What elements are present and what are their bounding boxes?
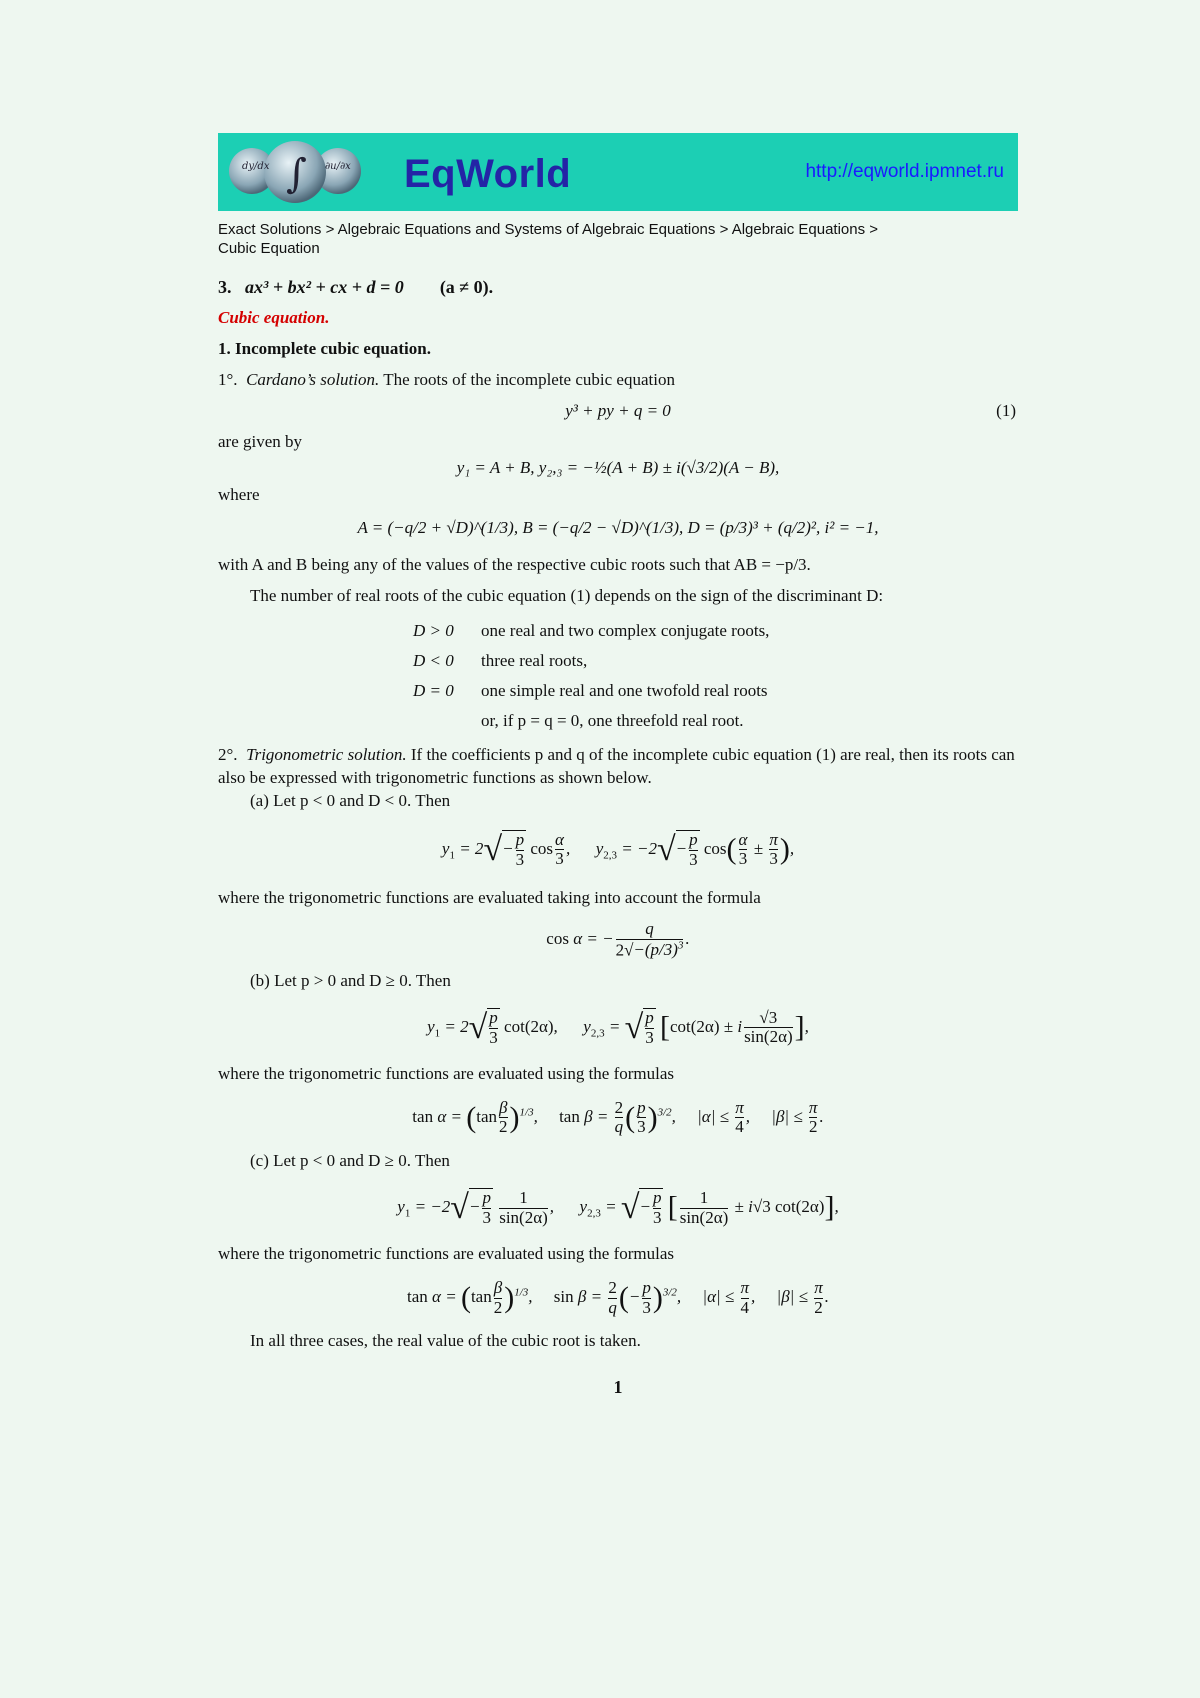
equation-condition: (a ≠ 0). — [439, 276, 494, 297]
case-c-tan-formula: tan α = (tan $\frac{\beta}{2}$ )$^{1/3}$, sin β = $\frac{2}{q}$ (− $\frac{p}{3}$ )$^{3/2}$, |α| ≤ $\frac{\pi}{4}$ , |β| ≤ $\frac{\pi}{2}$ . — [407, 1277, 829, 1317]
eqworld-banner — [218, 133, 1018, 211]
document-page — [218, 133, 1018, 1400]
breadcrumb-separator: > — [719, 221, 729, 238]
cardano-paragraph — [218, 369, 1018, 392]
breadcrumb — [218, 221, 1018, 259]
trig-paragraph — [218, 744, 1018, 790]
breadcrumb-algebraic-systems[interactable]: Algebraic Equations and Systems of Algebraic Equations — [337, 221, 716, 238]
equation-number: 3. — [218, 276, 232, 297]
case-text: three real roots, — [481, 650, 588, 670]
case-condition: D < 0 — [413, 650, 454, 670]
case-row — [413, 616, 1018, 646]
given-by-text: are given by — [218, 431, 303, 451]
final-paragraph: In all three cases, the real value of the cubic root is taken. — [250, 1331, 641, 1351]
breadcrumb-separator: > — [869, 221, 879, 238]
equation-1-number: (1) — [996, 400, 1016, 420]
case-b-eval-text: where the trigonometric functions are evaluated using the formulas — [218, 1063, 675, 1083]
page-number: 1 — [613, 1377, 623, 1398]
with-paragraph: with A and B being any of the values of the respective cubic roots such that AB = −p/3. — [218, 555, 811, 575]
breadcrumb-exact-solutions[interactable]: Exact Solutions — [218, 221, 322, 238]
case-condition: D > 0 — [413, 620, 454, 640]
globe-label-left: dy/dx — [242, 161, 270, 172]
site-url-link[interactable]: http://eqworld.ipmnet.ru — [805, 161, 1004, 182]
breadcrumb-algebraic-equations[interactable]: Algebraic Equations — [731, 221, 866, 238]
subsection-heading: 1. Incomplete cubic equation. — [218, 338, 431, 358]
case-a-eval-text: where the trigonometric functions are evaluated taking into account the formula — [218, 887, 761, 907]
case-row — [413, 706, 1018, 736]
breadcrumb-cubic-equation[interactable]: Cubic Equation — [218, 239, 320, 257]
case-c-formula: $y_1 = -2√-$ $\frac{p}{3}$ $\frac{1}{\sin(2\alpha)}$ , $y_{2,3}$ = √− $\frac{p}{3}$ [ $\frac{1}{\sin(2\alpha)}$ ± i√3 cot(2α)], — [397, 1187, 839, 1227]
section-title: Cubic equation. — [218, 307, 330, 327]
case-c-text: (c) Let p < 0 and D ≥ 0. Then — [250, 1151, 450, 1171]
globes-logo-icon — [228, 137, 363, 207]
case-c-eval-text: where the trigonometric functions are evaluated using the formulas — [218, 1243, 675, 1263]
discriminant-cases — [413, 616, 1018, 736]
roots-formula-text: y₁ = A + B, y₂,₃ = −½(A + B) ± i(√3/2)(A − B), — [456, 458, 780, 478]
item-label: 1°. — [218, 369, 238, 389]
item-text: If the coefficients p and q of the incomplete cubic equation (1) are real, then its roots can also be expressed with trigonometric functions as shown below. — [218, 745, 1015, 788]
equation-formula: ax³ + bx² + cx + d = 0 — [245, 276, 404, 297]
case-text: or, if p = q = 0, one threefold real root. — [481, 710, 744, 730]
item-name: Trigonometric solution. — [246, 745, 407, 765]
equation-heading — [218, 275, 1018, 299]
item-label: 2°. — [218, 745, 238, 765]
definitions-formula — [218, 517, 1018, 540]
item-name: Cardano’s solution. — [246, 369, 380, 389]
item-text: The roots of the incomplete cubic equation — [383, 369, 675, 389]
case-a-text: (a) Let p < 0 and D < 0. Then — [250, 791, 451, 811]
case-text: one simple real and one twofold real roots — [481, 680, 768, 700]
case-text: one real and two complex conjugate roots, — [481, 620, 770, 640]
case-row — [413, 646, 1018, 676]
cos-alpha-formula: cos α = − $\frac{q}{2√-(p/3)^3}$ . — [546, 918, 690, 960]
case-row — [413, 676, 1018, 706]
case-b-text: (b) Let p > 0 and D ≥ 0. Then — [250, 970, 451, 990]
brand-title: EqWorld — [404, 152, 572, 196]
case-a-formula: $y_1 = 2√-$ $\frac{p}{3}$ cos $\frac{\alpha}{3}$ , $y_{2,3} = -2√-$ $\frac{p}{3}$ cos( $\frac{\alpha}{3}$ ± $\frac{\pi}{3}$ ), — [441, 829, 795, 869]
roots-formula — [218, 457, 1018, 480]
equation-1-body: y³ + py + q = 0 — [565, 400, 671, 420]
definitions-formula-text: A = (−q/2 + √D)^(1/3), B = (−q/2 − √D)^(1/3), D = (p/3)³ + (q/2)², i² = −1, — [357, 518, 879, 538]
discriminant-paragraph: The number of real roots of the cubic equation (1) depends on the sign of the discriminant D: — [250, 586, 884, 606]
globe-label-center: ∫ — [286, 151, 307, 197]
case-condition: D = 0 — [413, 680, 454, 700]
where-text: where — [218, 485, 260, 505]
breadcrumb-separator: > — [325, 221, 335, 238]
equation-1 — [218, 400, 1018, 423]
globe-label-right: ∂u/∂x — [325, 161, 351, 172]
case-b-tan-formula: tan α = (tan $\frac{\beta}{2}$ )$^{1/3}$, tan β = $\frac{2}{q}$ ( $\frac{p}{3}$ )$^{3/2}$, |α| ≤ $\frac{\pi}{4}$ , |β| ≤ $\frac{\pi}{2}$ . — [412, 1097, 824, 1137]
case-b-formula: $y_1 = 2√$ $\frac{p}{3}$ cot(2α), $y_{2,3}$ = √ $\frac{p}{3}$ [cot(2α) ± i $\frac{√3}{\sin(2\alpha)}$ ], — [427, 1007, 809, 1047]
